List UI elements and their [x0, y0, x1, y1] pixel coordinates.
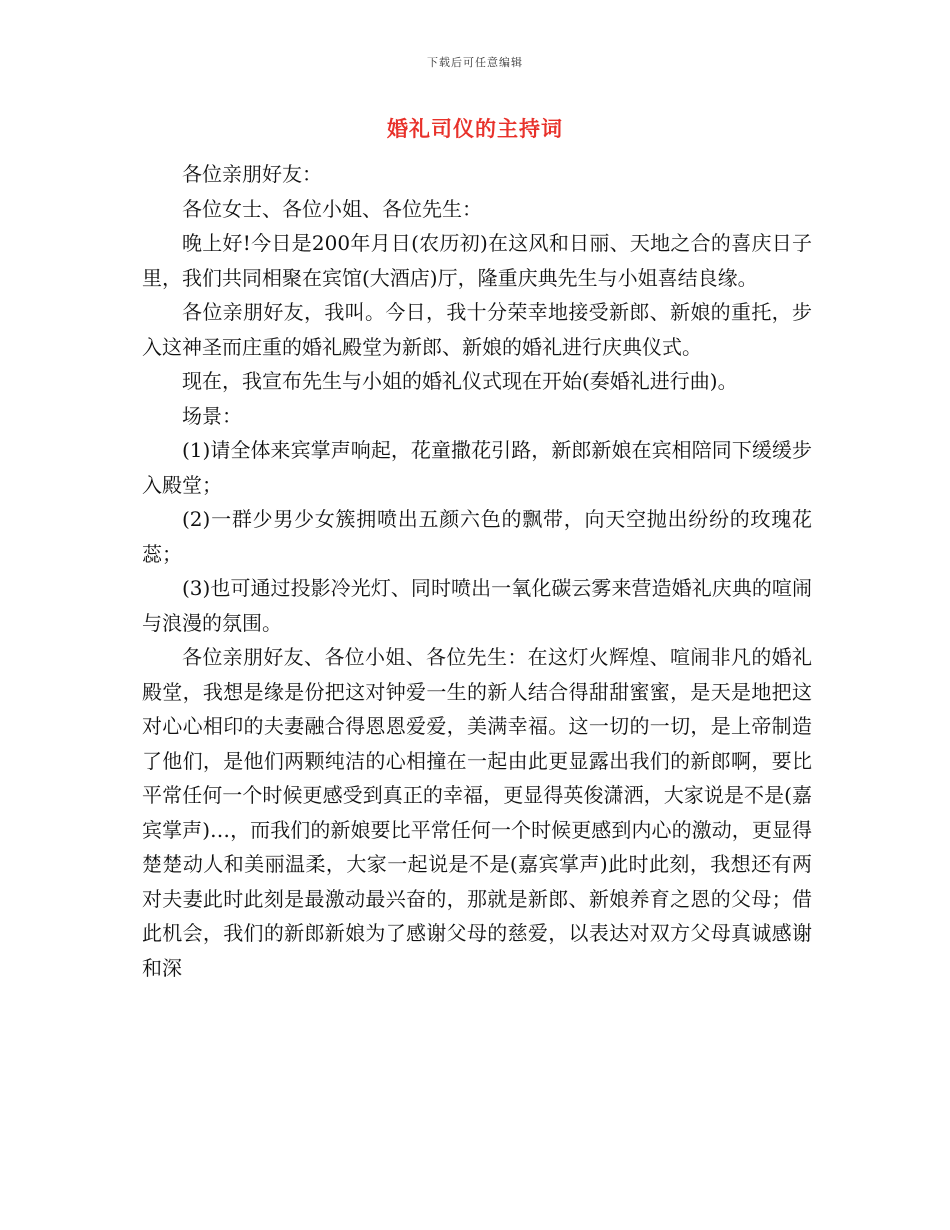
paragraph-greeting-friends: 各位亲朋好友： — [182, 162, 322, 186]
paragraph-opening: 晚上好!今日是200年月日(农历初)在这风和日丽、天地之合的喜庆日子里，我们共同相聚在宾馆(大酒店)厅，隆重庆典先生与小姐喜结良缘。 — [142, 231, 812, 290]
paragraph-blessing: 各位亲朋好友、各位小姐、各位先生：在这灯火辉煌、喧闹非凡的婚礼殿堂，我想是缘是份把这对钟爱一生的新人结合得甜甜蜜蜜，是天是地把这对心心相印的夫妻融合得恩恩爱爱，美满幸福。这一切的一切，是上帝制造了他们，是他们两颗纯洁的心相撞在一起由此更显露出我们的新郎啊，要比平常任何一个时候更感受到真正的幸福，更显得英俊潇洒，大家说是不是(嘉宾掌声)…，而我们的新娘要比平常任何一个时候更感到内心的激动，更显得楚楚动人和美丽温柔，大家一起说是不是(嘉宾掌声)此时此刻，我想还有两对夫妻此时此刻是最激动最兴奋的，那就是新郎、新娘养育之恩的父母；借此机会，我们的新郎新娘为了感谢父母的慈爱，以表达对双方父母真诚感谢和深 — [142, 645, 812, 980]
document-body — [142, 157, 812, 985]
paragraph-greeting-guests: 各位女士、各位小姐、各位先生： — [182, 196, 482, 221]
paragraph-scene-heading: 场景： — [182, 403, 242, 428]
paragraph-announcement: 现在，我宣布先生与小姐的婚礼仪式现在开始(奏婚礼进行曲)。 — [182, 369, 738, 393]
paragraph-scene-3: (3)也可通过投影冷光灯、同时喷出一氧化碳云雾来营造婚礼庆典的喧闹与浪漫的氛围。 — [142, 576, 812, 635]
header-note: 下载后可任意编辑 — [427, 56, 523, 69]
paragraph-scene-2: (2)一群少男少女簇拥喷出五颜六色的飘带，向天空抛出纷纷的玫瑰花蕊； — [142, 507, 812, 566]
document-title: 婚礼司仪的主持词 — [387, 117, 563, 141]
paragraph-scene-1: (1)请全体来宾掌声响起，花童撒花引路，新郎新娘在宾相陪同下缓缓步入殿堂； — [142, 438, 812, 497]
paragraph-introduction: 各位亲朋好友，我叫。今日，我十分荣幸地接受新郎、新娘的重托，步入这神圣而庄重的婚礼殿堂为新郎、新娘的婚礼进行庆典仪式。 — [142, 300, 812, 359]
